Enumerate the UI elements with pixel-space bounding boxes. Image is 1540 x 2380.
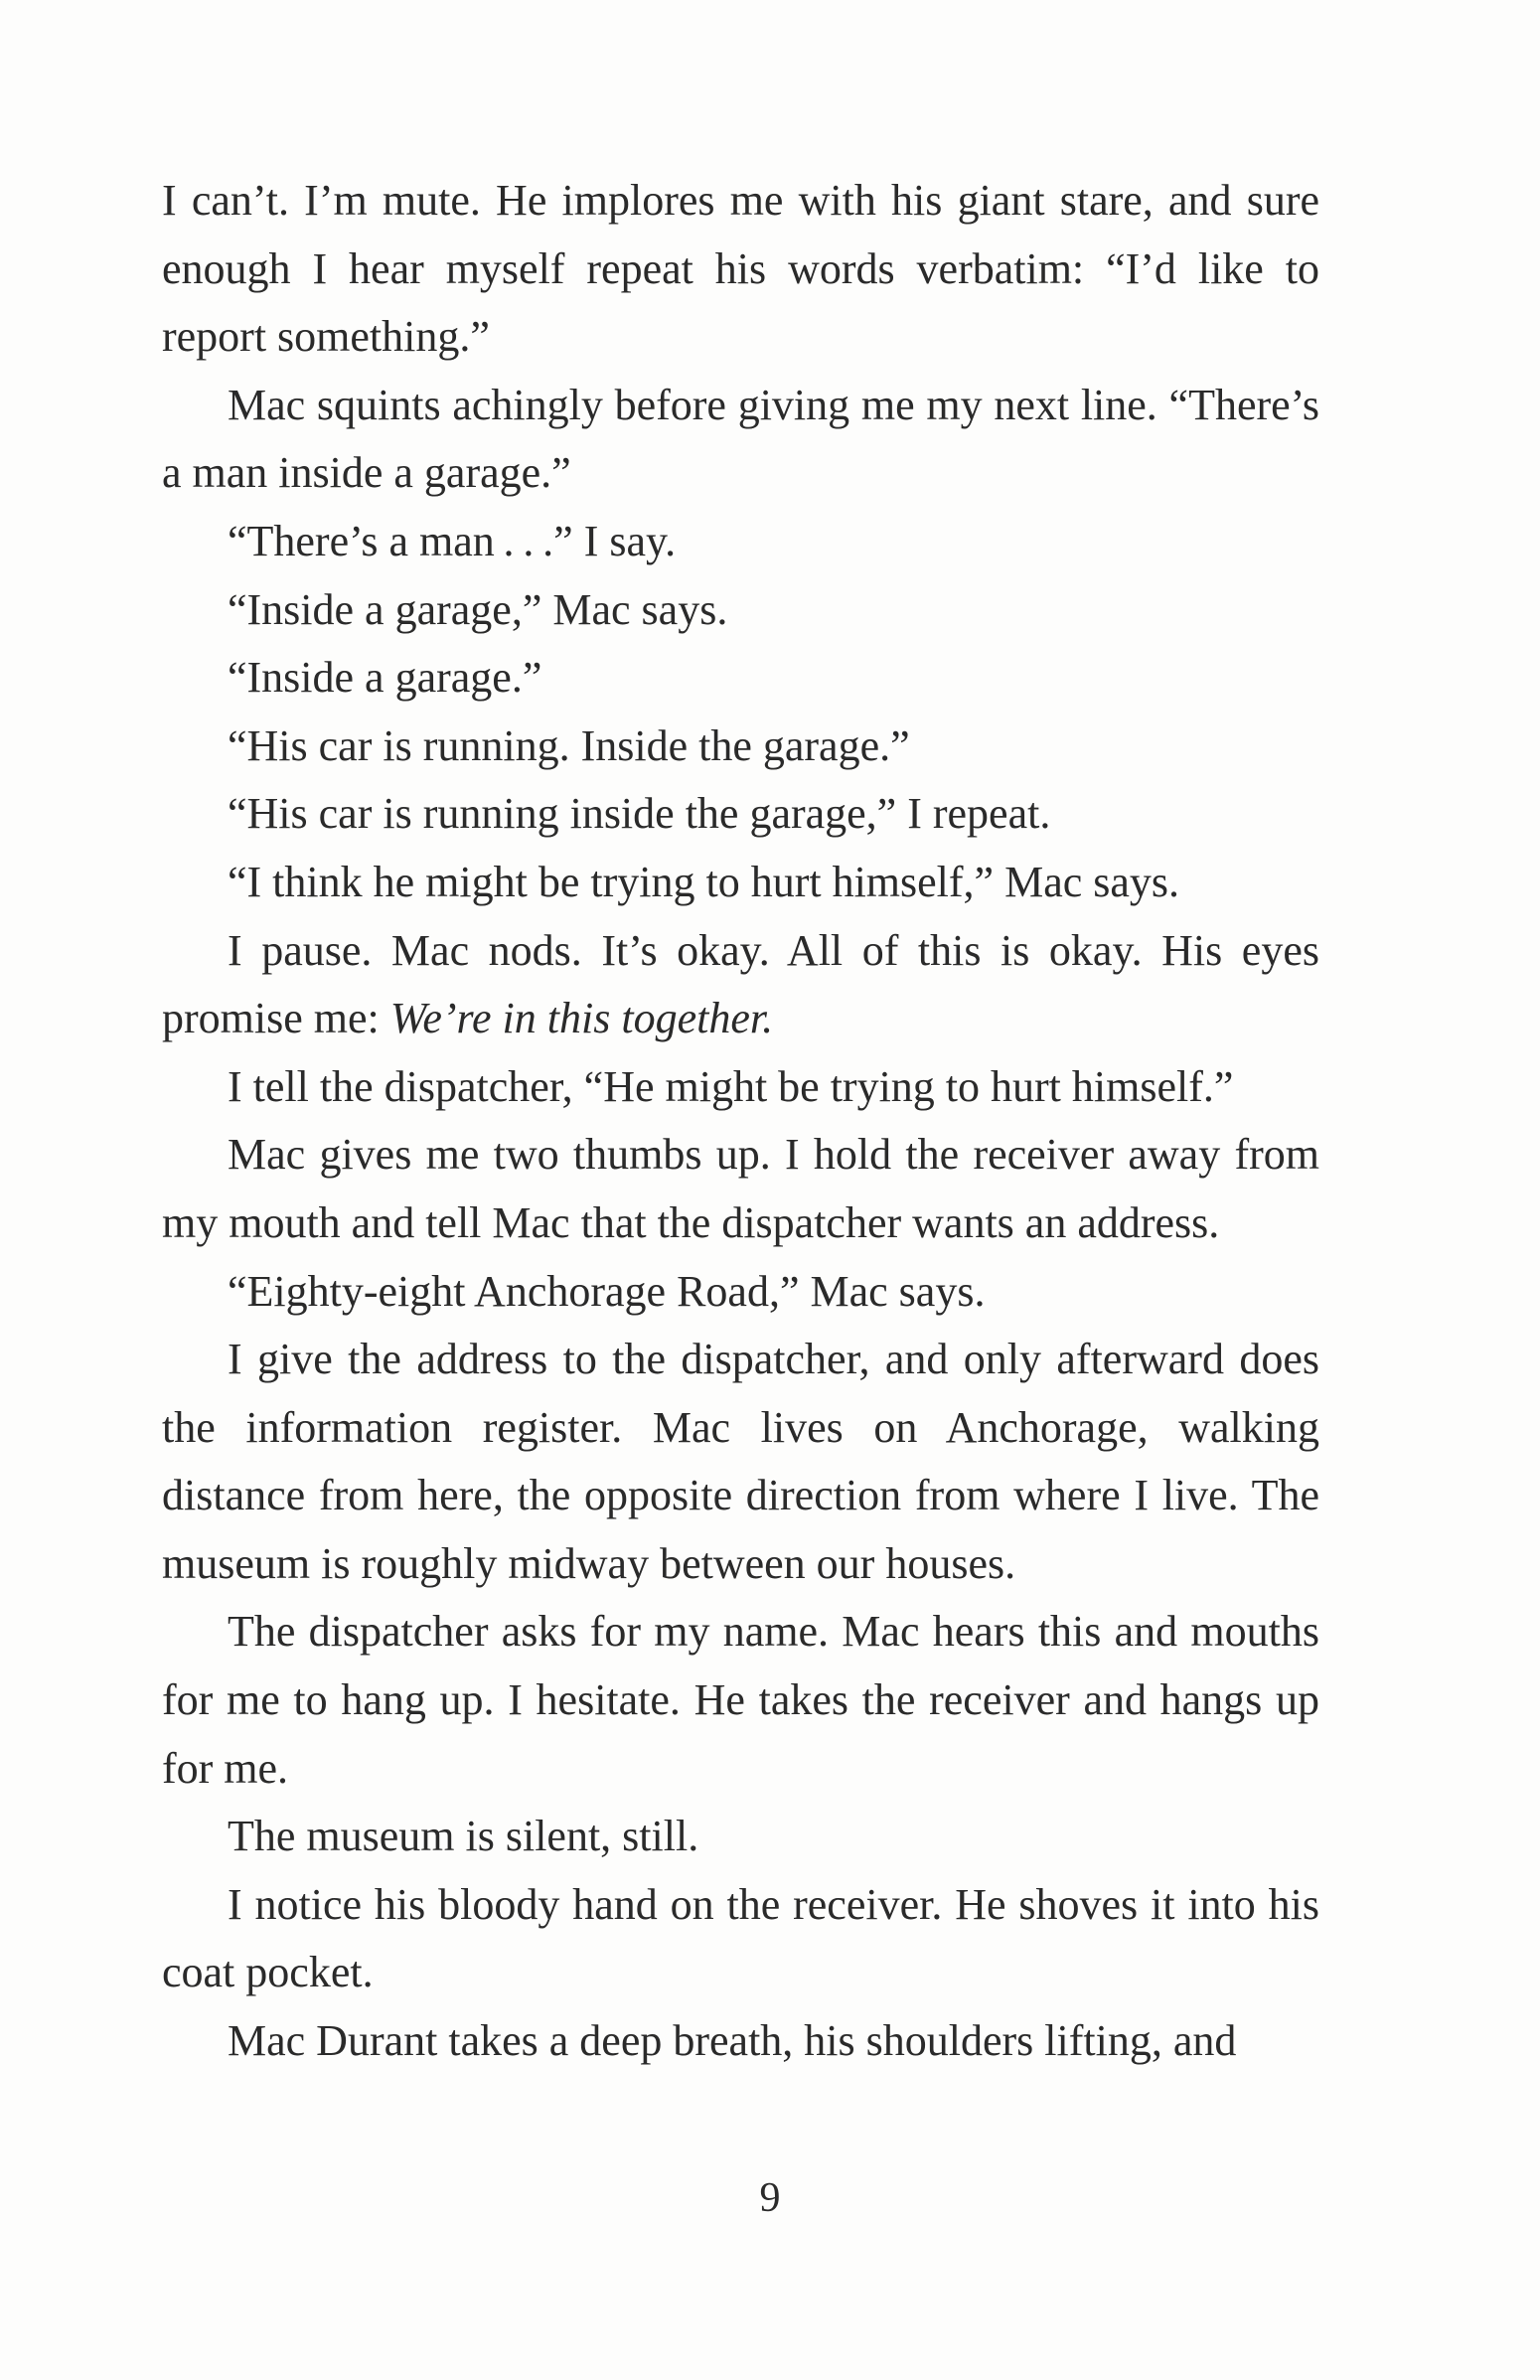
page-number: 9 bbox=[759, 2175, 781, 2221]
paragraph: I can’t. I’m mute. He implores me with his giant stare, and sure enough I hear myself repeat his words verbatim: “I’d like to report something.” bbox=[162, 176, 1319, 362]
paragraph: “His car is running. Inside the garage.” bbox=[228, 720, 910, 770]
paragraph: I give the address to the dispatcher, and only afterward does the information register. Mac lives on Anchorage, walking distance from here, the opposite direction from where I live. The museum is roughly midway between our houses. bbox=[162, 1335, 1319, 1588]
paragraph-text: I pause. Mac nods. It’s okay. All of this is okay. His eyes promise me: bbox=[162, 925, 1319, 1043]
body-text bbox=[162, 167, 1319, 2076]
paragraph: “Inside a garage,” Mac says. bbox=[228, 584, 728, 634]
paragraph: “I think he might be trying to hurt himself,” Mac says. bbox=[228, 857, 1180, 906]
paragraph: “There’s a man . . .” I say. bbox=[228, 516, 677, 565]
paragraph: I tell the dispatcher, “He might be trying to hurt himself.” bbox=[228, 1061, 1234, 1111]
paragraph: “Inside a garage.” bbox=[228, 653, 542, 703]
paragraph: I notice his bloody hand on the receiver. He shoves it into his coat pocket. bbox=[162, 1879, 1319, 1997]
paragraph: “Eighty-eight Anchorage Road,” Mac says. bbox=[228, 1266, 986, 1316]
paragraph: Mac squints achingly before giving me my next line. “There’s a man inside a garage.” bbox=[162, 380, 1319, 498]
paragraph: The dispatcher asks for my name. Mac hears this and mouths for me to hang up. I hesitate. He takes the receiver and hangs up for me. bbox=[162, 1607, 1319, 1793]
italic-text: We’re in this together. bbox=[389, 994, 774, 1043]
paragraph: The museum is silent, still. bbox=[228, 1812, 699, 1861]
paragraph bbox=[162, 917, 1319, 1053]
paragraph: Mac Durant takes a deep breath, his shoulders lifting, and bbox=[228, 2016, 1237, 2066]
paragraph: “His car is running inside the garage,” I repeat. bbox=[228, 789, 1051, 839]
paragraph: Mac gives me two thumbs up. I hold the receiver away from my mouth and tell Mac that the dispatcher wants an address. bbox=[162, 1130, 1319, 1247]
